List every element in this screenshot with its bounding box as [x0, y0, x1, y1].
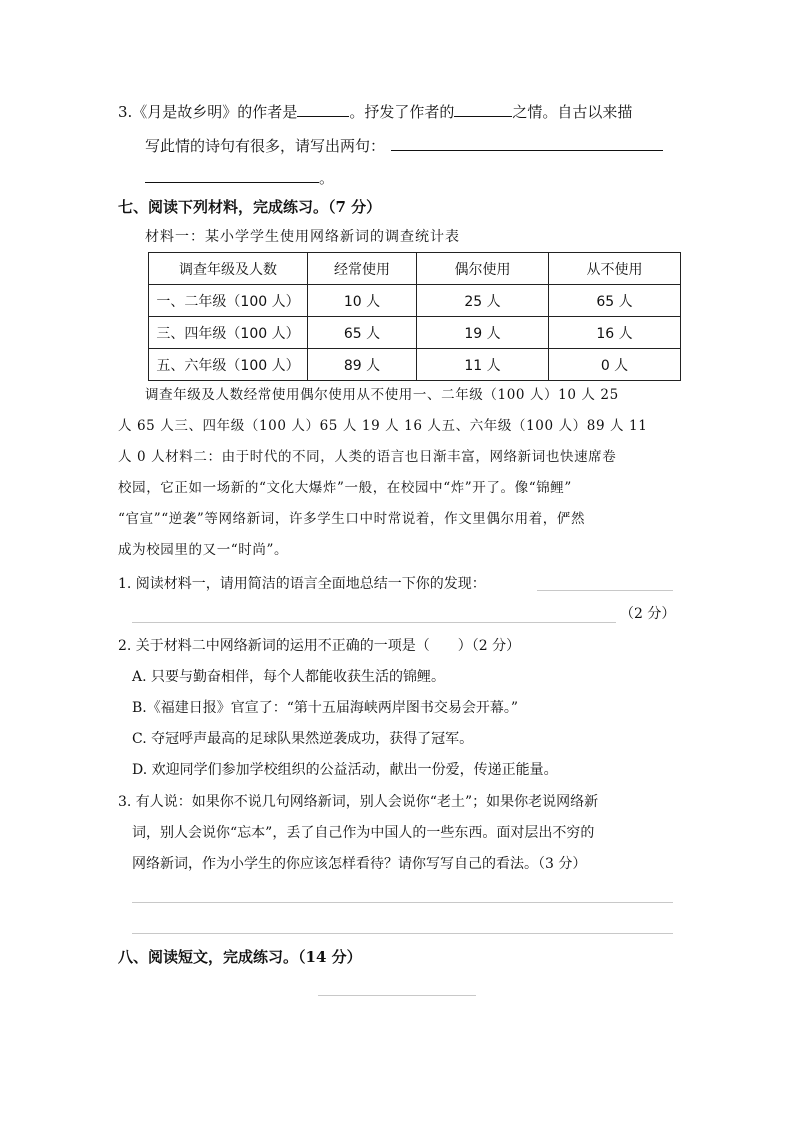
q-text: 。 [319, 169, 335, 187]
q-text: 。抒发了作者的 [349, 103, 455, 121]
table-row [149, 317, 681, 349]
cell-never: 0 人 [549, 349, 681, 381]
q-text: 3.《月是故乡明》的作者是 [118, 103, 298, 121]
answer-line[interactable] [132, 933, 673, 934]
divider-line [318, 995, 476, 996]
cell-never: 65 人 [549, 285, 681, 317]
cell-often: 65 人 [308, 317, 417, 349]
header-often: 经常使用 [308, 253, 417, 285]
material-paragraph-line: 调查年级及人数经常使用偶尔使用从不使用一、二年级（100 人）10 人 25 [145, 387, 619, 403]
table-header-row [149, 253, 681, 285]
cell-sometimes: 19 人 [417, 317, 549, 349]
question-6-3-line1 [118, 101, 632, 122]
question-6-3-line2 [145, 135, 663, 156]
answer-blank-author[interactable] [297, 101, 349, 117]
material-paragraph-line: “官宣”“逆袭”等网络新词，许多学生口中时常说着，作文里偶尔用着，俨然 [118, 511, 586, 527]
cell-grade: 五、六年级（100 人） [149, 349, 308, 381]
q-text: 之情。自古以来描 [512, 103, 633, 121]
answer-blank-poem-1[interactable] [391, 135, 663, 151]
question-7-3-line: 词，别人会说你“忘本”，丢了自己作为中国人的一些东西。面对层出不穷的 [132, 825, 595, 841]
survey-table [148, 252, 681, 381]
answer-line[interactable] [132, 902, 673, 903]
cell-sometimes: 11 人 [417, 349, 549, 381]
question-6-3-line3 [145, 167, 334, 188]
cell-grade: 一、二年级（100 人） [149, 285, 308, 317]
header-never: 从不使用 [549, 253, 681, 285]
answer-blank-poem-2[interactable] [145, 167, 319, 183]
header-grade: 调查年级及人数 [149, 253, 308, 285]
cell-grade: 三、四年级（100 人） [149, 317, 308, 349]
material-paragraph-line: 人 0 人材料二：由于时代的不同，人类的语言也日渐丰富，网络新词也快速席卷 [118, 449, 617, 465]
header-sometimes: 偶尔使用 [417, 253, 549, 285]
cell-often: 89 人 [308, 349, 417, 381]
question-7-3-line: 网络新词，作为小学生的你应该怎样看待？请你写写自己的看法。（3 分） [132, 856, 587, 872]
table-row [149, 349, 681, 381]
option-c[interactable]: C. 夺冠呼声最高的足球队果然逆袭成功，获得了冠军。 [132, 731, 474, 747]
material-paragraph-line: 成为校园里的又一“时尚”。 [118, 542, 289, 558]
section-8-heading: 八、阅读短文，完成练习。（14 分） [118, 948, 362, 966]
cell-often: 10 人 [308, 285, 417, 317]
question-7-2: 2. 关于材料二中网络新词的运用不正确的一项是（ ）（2 分） [118, 638, 521, 654]
q-text: 写此情的诗句有很多，请写出两句： [145, 137, 386, 155]
answer-line[interactable] [132, 622, 616, 623]
option-b[interactable]: B.《福建日报》官宣了：“第十五届海峡两岸图书交易会开幕。” [132, 700, 519, 716]
question-7-3-line: 3. 有人说：如果你不说几句网络新词，别人会说你“老土”；如果你老说网络新 [118, 794, 599, 810]
question-7-1-score: （2 分） [620, 606, 676, 622]
section-7-heading: 七、阅读下列材料，完成练习。（7 分） [118, 198, 382, 216]
option-d[interactable]: D. 欢迎同学们参加学校组织的公益活动，献出一份爱，传递正能量。 [132, 762, 558, 778]
option-a[interactable]: A. 只要与勤奋相伴，每个人都能收获生活的锦鲤。 [132, 669, 446, 685]
answer-blank-emotion[interactable] [454, 101, 512, 117]
answer-line[interactable] [537, 590, 673, 591]
cell-sometimes: 25 人 [417, 285, 549, 317]
cell-never: 16 人 [549, 317, 681, 349]
material-1-title: 材料一：某小学学生使用网络新词的调查统计表 [145, 229, 460, 245]
material-paragraph-line: 人 65 人三、四年级（100 人）65 人 19 人 16 人五、六年级（100 人）89 人 11 [118, 418, 648, 434]
table-row [149, 285, 681, 317]
question-7-1: 1. 阅读材料一，请用简洁的语言全面地总结一下你的发现： [118, 576, 486, 592]
material-paragraph-line: 校园，它正如一场新的“文化大爆炸”一般，在校园中“炸”开了。像“锦鲤” [118, 480, 572, 496]
